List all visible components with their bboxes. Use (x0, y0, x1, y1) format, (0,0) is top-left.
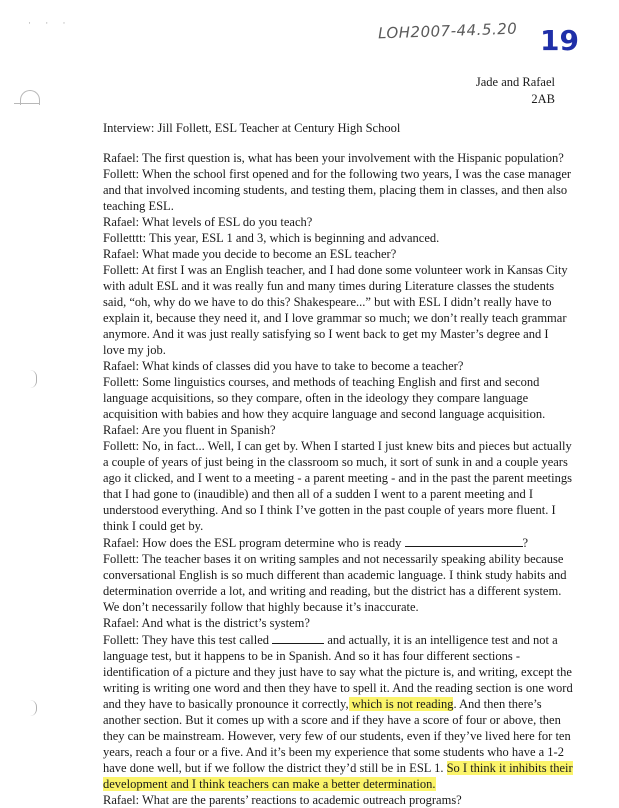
interview-title: Interview: Jill Follett, ESL Teacher at Century High School (103, 121, 401, 135)
highlighted-text: So I think it inhibits their development and I think teachers can make a better determination. (103, 761, 573, 791)
question-mark: ? (522, 536, 529, 550)
accession-number: LOH2007-44.5.20 (377, 19, 518, 43)
answer-text: Follett: They have this test called (103, 633, 273, 647)
margin-mark-1 (30, 370, 37, 388)
transcript-line: Follett: When the school first opened and for the following two years, I was the case manager and that involved incoming students, and testing them, placing them in classes, and then also teaching ESL. (103, 167, 572, 213)
transcript-line: Follett: Some linguistics courses, and methods of teaching English and first and second language acquisitions, so they compare, often in the ideology they compare language acquisition with babies and how they acquire language and second language acquisition. (103, 375, 546, 421)
transcript-line (103, 631, 573, 792)
answer-text: . And then there’s another section. But it comes up with a score and if they have a score of four or above, then they can be mainstream. However, very few of our students, even if they’ve lived here for ten years, reach a four or a five. And it’s been my experience that some students who have a 1-2 have done well, but if we follow the district they’d still be in ESL 1. (103, 697, 571, 775)
blank-line (405, 534, 523, 547)
transcript-line: Rafael: What kinds of classes did you have to take to become a teacher? (103, 359, 464, 373)
blank-line (272, 631, 324, 644)
question-text: Rafael: How does the ESL program determine who is ready (103, 536, 405, 550)
author-block (395, 74, 555, 108)
transcript-line: Rafael: The first question is, what has been your involvement with the Hispanic population? (103, 151, 564, 165)
highlighted-text: which is not reading (348, 697, 454, 711)
authors-line: Jade and Rafael (475, 75, 555, 89)
transcript-line: Follett: At first I was an English teacher, and I had done some volunteer work in Kansas City with adult ESL and it was really fun and many times during Literature classes the students said, “oh, why do we have to do this? Shakespeare...” but with ESL I didn’t really have to explain it, because they need it, and I love grammar so much; we don’t really teach grammar anymore. And it was just really satisfying so I went back to get my Master’s degree and I love my job. (103, 263, 568, 357)
answer-text: and actually, it is an intelligence test and not a language test, but it happens to be in Spanish. And so it has four different sections - identification of a picture and they just have to say what the picture is, and writing, except the writing is writing one word and then they have to spell it. And the reading section is one word and they have to basically pronounce it correctly, (103, 633, 573, 711)
page-number: 19 (540, 24, 579, 57)
transcript-line: Rafael: What levels of ESL do you teach? (103, 215, 313, 229)
margin-mark-2 (30, 700, 37, 716)
transcript-line: Rafael: What made you decide to become an ESL teacher? (103, 247, 397, 261)
transcript-line: Rafael: What are the parents’ reactions to academic outreach programs? (103, 793, 462, 807)
transcript-line: Folletttt: This year, ESL 1 and 3, which is beginning and advanced. (103, 231, 440, 245)
transcript-line (103, 534, 573, 551)
hole-punch-line (14, 103, 40, 104)
transcript-line: Rafael: And what is the district’s system? (103, 616, 310, 630)
transcript-line: Rafael: Are you fluent in Spanish? (103, 423, 276, 437)
scan-specks: · · · (28, 18, 72, 28)
transcript-line: Follett: No, in fact... Well, I can get by. When I started I just knew bits and pieces but actually a couple of years of just being in the classroom so much, it sort of sunk in and a couple years ago it clicked, and I went to a meeting - a parent meeting - and in the past the parent meetings that I had gone to (inaudible) and then all of a sudden I went to a parent meeting and I understood everything. And so I think I’ve gotten in the past couple of years more fluent. I think I could get by. (103, 439, 572, 533)
transcript (103, 150, 573, 808)
group-line: 2AB (531, 92, 555, 106)
transcript-line: Follett: The teacher bases it on writing samples and not necessarily speaking ability because conversational English is so much different than academic language. I think study habits and determination override a lot, and writing and reading, but the district has a different system. We don’t necessarily follow that highly because it’s inaccurate. (103, 552, 567, 614)
